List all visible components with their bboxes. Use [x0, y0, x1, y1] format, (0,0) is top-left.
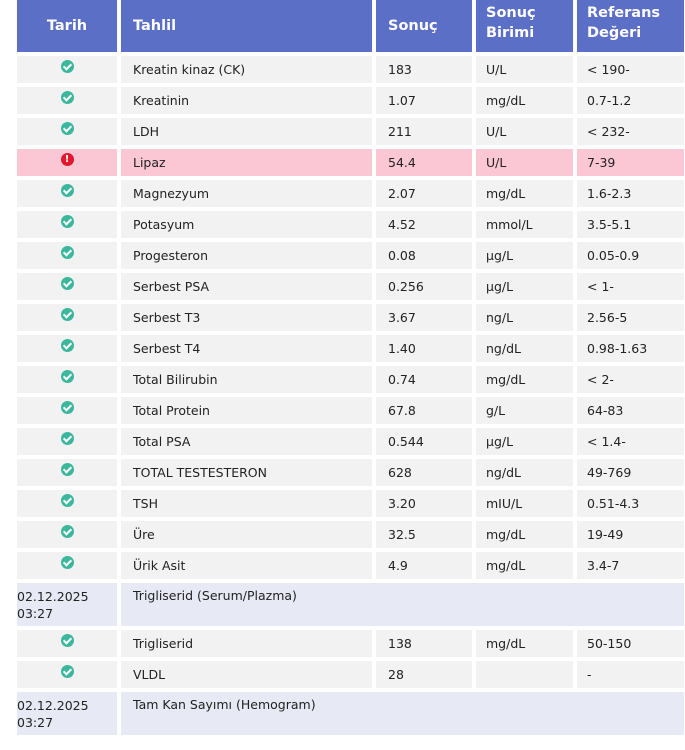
- result-value: 628: [376, 459, 472, 486]
- reference-value: < 1-: [577, 273, 684, 300]
- test-name: TSH: [121, 490, 372, 517]
- test-name: Total PSA: [121, 428, 372, 455]
- group-header-row: [17, 692, 684, 735]
- result-value: 1.40: [376, 335, 472, 362]
- table-row[interactable]: [17, 56, 684, 83]
- group-title: Trigliserid (Serum/Plazma): [121, 583, 684, 626]
- table-row[interactable]: [17, 490, 684, 517]
- check-circle-icon: [61, 215, 74, 228]
- test-name: Kreatin kinaz (CK): [121, 56, 372, 83]
- result-unit: mg/dL: [476, 87, 573, 114]
- reference-value: < 2-: [577, 366, 684, 393]
- status-cell: [17, 661, 117, 688]
- table-body: [17, 56, 684, 735]
- table-row[interactable]: [17, 428, 684, 455]
- reference-value: 0.98-1.63: [577, 335, 684, 362]
- result-unit: µg/L: [476, 428, 573, 455]
- test-name: Trigliserid: [121, 630, 372, 657]
- status-cell: [17, 630, 117, 657]
- result-value: 0.256: [376, 273, 472, 300]
- result-value: 28: [376, 661, 472, 688]
- result-unit: mIU/L: [476, 490, 573, 517]
- check-circle-icon: [61, 277, 74, 290]
- result-unit: mg/dL: [476, 521, 573, 548]
- reference-value: 50-150: [577, 630, 684, 657]
- check-circle-icon: [61, 122, 74, 135]
- test-name: Potasyum: [121, 211, 372, 238]
- check-circle-icon: [61, 525, 74, 538]
- table-row[interactable]: [17, 180, 684, 207]
- header-result: Sonuç: [376, 0, 472, 52]
- reference-value: 0.51-4.3: [577, 490, 684, 517]
- status-cell: [17, 118, 117, 145]
- result-value: 32.5: [376, 521, 472, 548]
- group-title: Tam Kan Sayımı (Hemogram): [121, 692, 684, 735]
- test-name: Serbest PSA: [121, 273, 372, 300]
- test-name: Serbest T4: [121, 335, 372, 362]
- table-row[interactable]: [17, 552, 684, 579]
- check-circle-icon: [61, 184, 74, 197]
- group-date-text: 02.12.2025: [17, 698, 89, 713]
- table-row[interactable]: [17, 521, 684, 548]
- table-row[interactable]: [17, 630, 684, 657]
- reference-value: 1.6-2.3: [577, 180, 684, 207]
- table-row[interactable]: [17, 335, 684, 362]
- table-header: [17, 0, 684, 52]
- result-value: 3.20: [376, 490, 472, 517]
- test-name: Ürik Asit: [121, 552, 372, 579]
- table-row[interactable]: [17, 211, 684, 238]
- reference-value: 2.56-5: [577, 304, 684, 331]
- check-circle-icon: [61, 432, 74, 445]
- table-row[interactable]: [17, 87, 684, 114]
- table-row[interactable]: [17, 661, 684, 688]
- check-circle-icon: [61, 665, 74, 678]
- result-value: 2.07: [376, 180, 472, 207]
- status-cell: [17, 180, 117, 207]
- check-circle-icon: [61, 339, 74, 352]
- reference-value: 0.05-0.9: [577, 242, 684, 269]
- status-cell: [17, 397, 117, 424]
- group-time-text: 03:27: [17, 715, 54, 730]
- reference-value: < 232-: [577, 118, 684, 145]
- status-cell: [17, 521, 117, 548]
- reference-value: 3.5-5.1: [577, 211, 684, 238]
- result-value: 0.544: [376, 428, 472, 455]
- check-circle-icon: [61, 634, 74, 647]
- test-name: LDH: [121, 118, 372, 145]
- result-value: 4.9: [376, 552, 472, 579]
- result-value: 0.08: [376, 242, 472, 269]
- result-value: 67.8: [376, 397, 472, 424]
- status-cell: [17, 273, 117, 300]
- result-value: 3.67: [376, 304, 472, 331]
- status-cell: [17, 56, 117, 83]
- result-unit: U/L: [476, 118, 573, 145]
- result-value: 183: [376, 56, 472, 83]
- status-cell: [17, 242, 117, 269]
- lab-results-table: [17, 0, 684, 739]
- status-cell: [17, 335, 117, 362]
- status-cell: [17, 459, 117, 486]
- test-name: Serbest T3: [121, 304, 372, 331]
- result-unit: ng/dL: [476, 459, 573, 486]
- status-cell: [17, 366, 117, 393]
- exclamation-circle-icon: !: [61, 153, 74, 166]
- table-row[interactable]: [17, 366, 684, 393]
- result-unit: g/L: [476, 397, 573, 424]
- check-circle-icon: [61, 60, 74, 73]
- result-unit: mmol/L: [476, 211, 573, 238]
- table-row[interactable]: [17, 273, 684, 300]
- result-value: 54.4: [376, 149, 472, 176]
- check-circle-icon: [61, 401, 74, 414]
- check-circle-icon: [61, 91, 74, 104]
- result-unit: U/L: [476, 56, 573, 83]
- header-test: Tahlil: [121, 0, 372, 52]
- table-row[interactable]: [17, 149, 684, 176]
- result-value: 0.74: [376, 366, 472, 393]
- test-name: VLDL: [121, 661, 372, 688]
- status-cell: [17, 552, 117, 579]
- check-circle-icon: [61, 370, 74, 383]
- group-time-text: 03:27: [17, 606, 54, 621]
- result-value: 138: [376, 630, 472, 657]
- check-circle-icon: [61, 246, 74, 259]
- test-name: Üre: [121, 521, 372, 548]
- test-name: Total Protein: [121, 397, 372, 424]
- result-unit: [476, 661, 573, 688]
- table-row[interactable]: [17, 304, 684, 331]
- result-unit: mg/dL: [476, 366, 573, 393]
- test-name: Total Bilirubin: [121, 366, 372, 393]
- group-date-text: 02.12.2025: [17, 589, 89, 604]
- table-row[interactable]: [17, 118, 684, 145]
- status-cell: [17, 490, 117, 517]
- status-cell: [17, 428, 117, 455]
- reference-value: -: [577, 661, 684, 688]
- group-header-row: [17, 583, 684, 626]
- reference-value: < 1.4-: [577, 428, 684, 455]
- header-reference: Referans Değeri: [577, 0, 684, 52]
- check-circle-icon: [61, 308, 74, 321]
- reference-value: 7-39: [577, 149, 684, 176]
- result-value: 4.52: [376, 211, 472, 238]
- result-value: 211: [376, 118, 472, 145]
- check-circle-icon: [61, 556, 74, 569]
- test-name: TOTAL TESTESTERON: [121, 459, 372, 486]
- check-circle-icon: [61, 494, 74, 507]
- group-date: [17, 583, 117, 626]
- test-name: Progesteron: [121, 242, 372, 269]
- result-unit: mg/dL: [476, 180, 573, 207]
- test-name: Lipaz: [121, 149, 372, 176]
- result-unit: µg/L: [476, 242, 573, 269]
- test-name: Magnezyum: [121, 180, 372, 207]
- reference-value: 0.7-1.2: [577, 87, 684, 114]
- result-value: 1.07: [376, 87, 472, 114]
- result-unit: µg/L: [476, 273, 573, 300]
- reference-value: 3.4-7: [577, 552, 684, 579]
- table-row[interactable]: [17, 242, 684, 269]
- header-date: Tarih: [17, 0, 117, 52]
- check-circle-icon: [61, 463, 74, 476]
- reference-value: 64-83: [577, 397, 684, 424]
- test-name: Kreatinin: [121, 87, 372, 114]
- result-unit: mg/dL: [476, 552, 573, 579]
- result-unit: mg/dL: [476, 630, 573, 657]
- reference-value: 19-49: [577, 521, 684, 548]
- group-date: [17, 692, 117, 735]
- status-cell: [17, 304, 117, 331]
- status-cell: [17, 87, 117, 114]
- header-unit: Sonuç Birimi: [476, 0, 573, 52]
- table-row[interactable]: [17, 397, 684, 424]
- status-cell: [17, 149, 117, 176]
- result-unit: ng/L: [476, 304, 573, 331]
- reference-value: 49-769: [577, 459, 684, 486]
- reference-value: < 190-: [577, 56, 684, 83]
- result-unit: U/L: [476, 149, 573, 176]
- status-cell: [17, 211, 117, 238]
- result-unit: ng/dL: [476, 335, 573, 362]
- table-row[interactable]: [17, 459, 684, 486]
